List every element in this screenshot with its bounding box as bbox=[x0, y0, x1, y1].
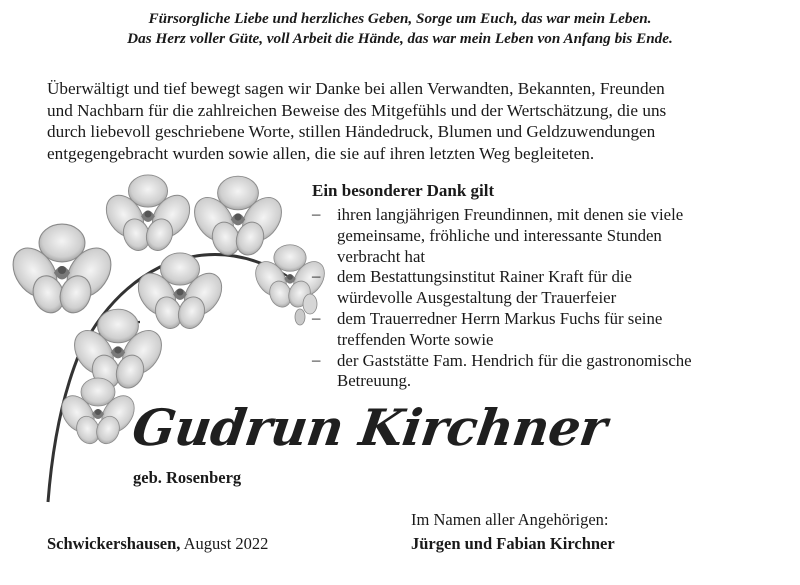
dash-bullet: – bbox=[312, 349, 321, 369]
list-item-line: dem Bestattungsinstitut Rainer Kraft für die bbox=[337, 267, 633, 287]
list-item-line: ihren langjährigen Freundinnen, mit denen sie viele bbox=[337, 205, 684, 224]
date: August 2022 bbox=[183, 534, 269, 553]
intro-paragraph bbox=[47, 78, 759, 165]
intro-line: Überwältigt und tief bewegt sagen wir Danke bei allen Verwandten, Bekannten, Freunden bbox=[47, 79, 665, 98]
maiden-name: geb. Rosenberg bbox=[133, 468, 242, 487]
list-item-line: der Gaststätte Fam. Hendrich für die gastronomische bbox=[337, 350, 692, 370]
list-item-line: Betreuung. bbox=[337, 371, 412, 391]
dash-bullet: – bbox=[312, 307, 321, 327]
list-item-line: gemeinsame, fröhliche und interessante Stunden bbox=[337, 225, 662, 245]
list-item bbox=[312, 309, 772, 351]
thanks-list bbox=[312, 205, 772, 392]
list-item-line: verbracht hat bbox=[337, 246, 426, 266]
motto-line-2: Das Herz voller Güte, voll Arbeit die Hände, das war mein Leben von Anfang bis Ende. bbox=[127, 30, 673, 47]
dash-bullet: – bbox=[312, 204, 321, 223]
intro-line: entgegengebracht wurden sowie allen, die sie auf ihren letzten Weg begleiteten. bbox=[47, 144, 595, 164]
motto bbox=[0, 9, 800, 49]
intro-line: durch liebevoll geschriebene Worte, stillen Händedruck, Blumen und Geldzuwendungen bbox=[47, 122, 656, 142]
list-item bbox=[312, 351, 772, 393]
intro-line: und Nachbarn für die zahlreichen Beweise des Mitgefühls und der Wertschätzung, die uns bbox=[47, 100, 667, 120]
list-item-line: dem Trauerredner Herrn Markus Fuchs für seine bbox=[337, 308, 663, 328]
motto-line-1: Fürsorgliche Liebe und herzliches Geben, Sorge um Euch, das war mein Leben. bbox=[148, 10, 652, 27]
orchid-branch-icon bbox=[0, 172, 345, 512]
list-item-line: treffenden Worte sowie bbox=[337, 329, 494, 349]
list-item-line: würdevolle Ausgestaltung der Trauerfeier bbox=[337, 288, 617, 308]
dash-bullet: – bbox=[312, 266, 321, 286]
thanks-heading: Ein besonderer Dank gilt bbox=[312, 181, 495, 200]
list-item bbox=[312, 205, 772, 267]
signers: Jürgen und Fabian Kirchner bbox=[411, 534, 615, 553]
place: Schwickershausen, bbox=[47, 534, 181, 553]
deceased-name: Gudrun Kirchner bbox=[128, 398, 611, 457]
list-item bbox=[312, 267, 772, 309]
place-date bbox=[47, 534, 268, 554]
signature-intro: Im Namen aller Angehörigen: bbox=[411, 510, 609, 529]
